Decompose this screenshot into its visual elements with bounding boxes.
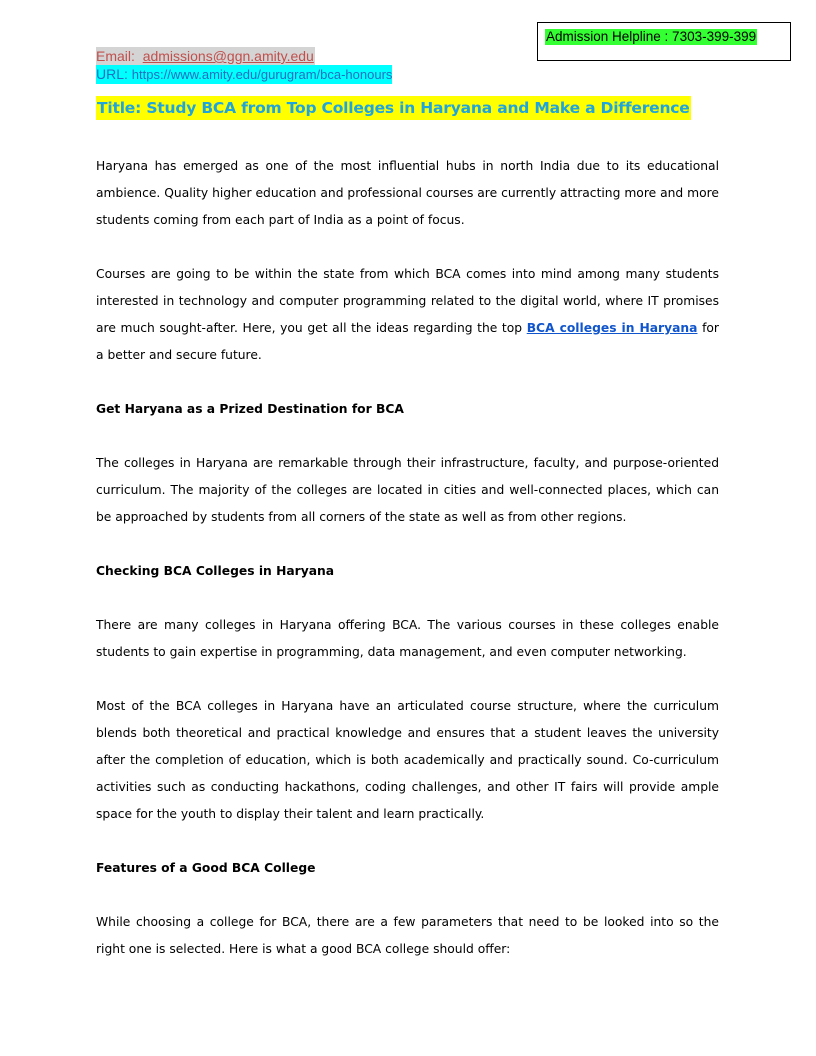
email-line: [96, 47, 392, 65]
heading-checking-colleges: Checking BCA Colleges in Haryana: [96, 564, 335, 578]
email-label: Email:: [96, 48, 135, 64]
helpline-box: [537, 22, 791, 61]
bca-colleges-link[interactable]: BCA colleges in Haryana: [526, 321, 698, 335]
paragraph-courses-text: Courses are going to be within the state from which BCA comes into mind among many students interested in technology and computer programming related to the digital world, where IT promises are much sought-after. Here, you get all the ideas regarding the top: [96, 267, 719, 335]
document-title: Title: Study BCA from Top Colleges in Haryana and Make a Difference: [96, 96, 691, 120]
paragraph-offering: There are many colleges in Haryana offering BCA. The various courses in these colleges enable students to gain expertise in programming, data management, and even computer networking.: [96, 618, 719, 659]
paragraph-choosing: While choosing a college for BCA, there are a few parameters that need to be looked into so the right one is selected. Here is what a good BCA college should offer:: [96, 915, 719, 956]
contact-block: [96, 47, 392, 84]
admission-helpline: Admission Helpline : 7303-399-399: [546, 29, 757, 44]
paragraph-infrastructure: The colleges in Haryana are remarkable through their infrastructure, faculty, and purpose-oriented curriculum. The majority of the colleges are located in cities and well-connected places, which can be approached by students from all corners of the state as well as from other regions.: [96, 456, 719, 524]
paragraph-intro: Haryana has emerged as one of the most influential hubs in north India due to its educational ambience. Quality higher education and professional courses are currently attracting more and more students coming from each part of India as a point of focus.: [96, 159, 719, 227]
paragraph-courses: [96, 261, 719, 369]
heading-features: Features of a Good BCA College: [96, 861, 316, 875]
url-label: URL:: [96, 66, 128, 82]
paragraph-structure: Most of the BCA colleges in Haryana have an articulated course structure, where the curriculum blends both theoretical and practical knowledge and ensures that a student leaves the university after the completion of education, which is both academically and practically sound. Co-curriculum activities such as conducting hackathons, coding challenges, and other IT fairs will provide ample space for the youth to display their talent and learn practically.: [96, 699, 719, 821]
paragraph-courses-tail: for a better and secure future.: [96, 321, 719, 362]
document-body: [96, 153, 719, 990]
heading-prized-destination: Get Haryana as a Prized Destination for BCA: [96, 402, 404, 416]
url-line: [96, 65, 392, 84]
email-link[interactable]: admissions@ggn.amity.edu: [142, 48, 314, 64]
url-link[interactable]: https://www.amity.edu/gurugram/bca-honours: [131, 67, 393, 82]
